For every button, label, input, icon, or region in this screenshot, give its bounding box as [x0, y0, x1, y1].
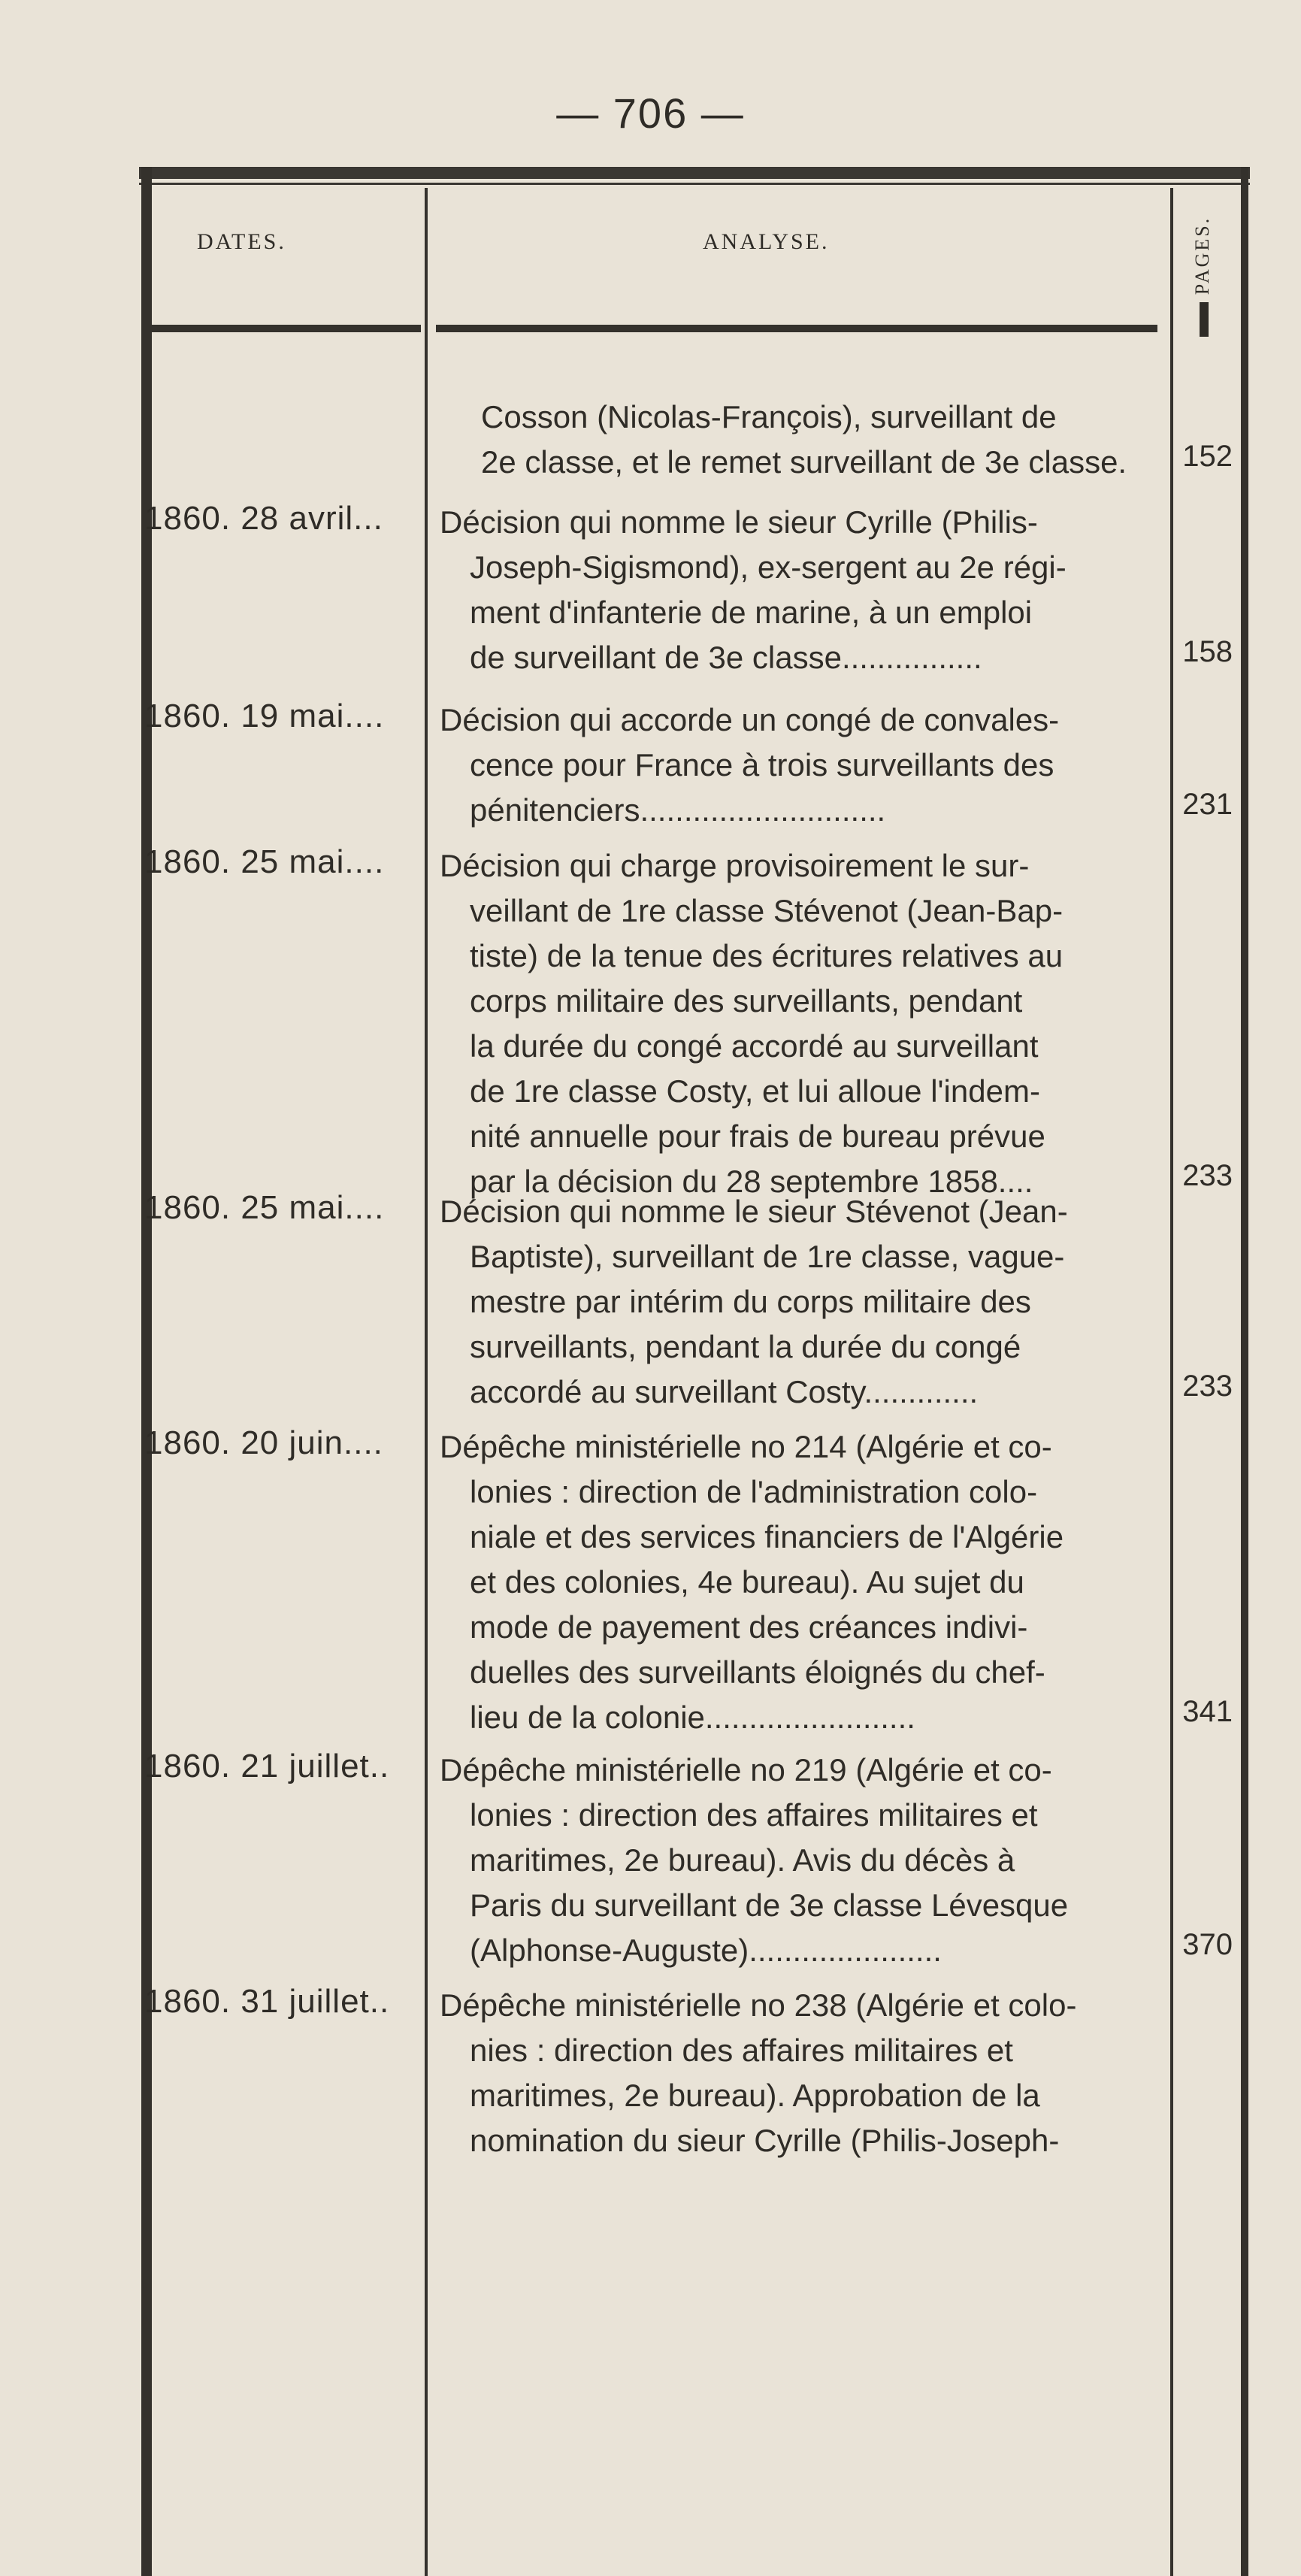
header-pages-rule: [1200, 302, 1209, 337]
entry-analysis: [440, 1424, 1157, 1740]
entry-page: 152: [1182, 440, 1233, 473]
analysis-line: lonies : direction de l'administration colo-: [470, 1474, 1038, 1509]
analysis-line: Dépêche ministérielle no 214 (Algérie et co-: [440, 1429, 1052, 1464]
analysis-line: surveillants, pendant la durée du congé: [470, 1329, 1021, 1364]
entry-analysis: [440, 1748, 1157, 1973]
analysis-line: Décision qui accorde un congé de convales-: [440, 702, 1060, 737]
entry-page: 233: [1182, 1370, 1233, 1403]
entry-analysis: [481, 395, 1157, 485]
entry-analysis: [440, 843, 1157, 1204]
entry-analysis: [440, 698, 1157, 833]
header-rule-analysis: [436, 325, 1157, 332]
analysis-line: accordé au surveillant Costy.............: [470, 1374, 979, 1409]
analysis-line: veillant de 1re classe Stévenot (Jean-Bap-: [470, 893, 1063, 928]
analysis-line: corps militaire des surveillants, pendant: [470, 983, 1023, 1019]
table-right-border: [1241, 167, 1248, 2576]
entry-page: 231: [1182, 788, 1233, 821]
analysis-line: cence pour France à trois surveillants des: [470, 747, 1054, 782]
entry-date: 1860. 20 juin....: [144, 1424, 383, 1461]
analysis-line: lieu de la colonie........................: [470, 1700, 915, 1735]
entry-date: 1860. 28 avril...: [144, 500, 383, 537]
analysis-line: nomination du sieur Cyrille (Philis-Joseph-: [470, 2123, 1060, 2158]
analysis-line: par la décision du 28 septembre 1858....: [470, 1164, 1033, 1199]
analysis-line: (Alphonse-Auguste)......................: [470, 1933, 942, 1968]
analysis-line: lonies : direction des affaires militaires et: [470, 1797, 1038, 1833]
analysis-line: 2e classe, et le remet surveillant de 3e classe.: [481, 444, 1127, 480]
entry-date: 1860. 21 juillet..: [144, 1748, 390, 1784]
entry-analysis: [440, 1189, 1157, 1415]
header-pages: [1180, 203, 1225, 308]
analysis-line: Cosson (Nicolas-François), surveillant de: [481, 399, 1057, 434]
entry-analysis: [440, 1983, 1157, 2163]
table-top-rule-thin: [139, 183, 1250, 185]
analysis-line: duelles des surveillants éloignés du chef-: [470, 1654, 1045, 1690]
analysis-line: Baptiste), surveillant de 1re classe, vague-: [470, 1239, 1065, 1274]
header-rule-dates: [152, 325, 421, 332]
analysis-line: Décision qui nomme le sieur Cyrille (Philis-: [440, 504, 1038, 540]
entry-date: 1860. 25 mai....: [144, 1189, 385, 1226]
entry-date: 1860. 31 juillet..: [144, 1983, 390, 2020]
analysis-line: Dépêche ministérielle no 238 (Algérie et colo-: [440, 1987, 1077, 2023]
entry-page: 158: [1182, 635, 1233, 668]
analysis-line: nies : direction des affaires militaires et: [470, 2033, 1013, 2068]
analysis-line: Dépêche ministérielle no 219 (Algérie et co-: [440, 1752, 1052, 1787]
analysis-line: Décision qui nomme le sieur Stévenot (Jean-: [440, 1194, 1068, 1229]
header-dates: DATES.: [197, 229, 286, 254]
table-top-rule: [139, 167, 1250, 179]
entry-analysis: [440, 500, 1157, 680]
entry-page: 233: [1182, 1159, 1233, 1192]
analysis-line: nité annuelle pour frais de bureau prévue: [470, 1118, 1045, 1154]
analysis-line: Joseph-Sigismond), ex-sergent au 2e régi-: [470, 549, 1067, 585]
analysis-line: et des colonies, 4e bureau). Au sujet du: [470, 1564, 1024, 1600]
analysis-line: tiste) de la tenue des écritures relatives au: [470, 938, 1063, 973]
entry-page: 370: [1182, 1928, 1233, 1961]
analysis-line: Décision qui charge provisoirement le sur-: [440, 848, 1030, 883]
analysis-line: mode de payement des créances indivi-: [470, 1609, 1028, 1645]
analysis-line: pénitenciers............................: [470, 792, 886, 828]
analysis-line: mestre par intérim du corps militaire des: [470, 1284, 1031, 1319]
analysis-line: Paris du surveillant de 3e classe Lévesque: [470, 1887, 1069, 1923]
analysis-line: la durée du congé accordé au surveillant: [470, 1028, 1039, 1064]
header-pages-label: PAGES.: [1191, 216, 1213, 295]
header-analysis: ANALYSE.: [703, 229, 830, 254]
entry-date: 1860. 19 mai....: [144, 698, 385, 734]
analysis-line: maritimes, 2e bureau). Avis du décès à: [470, 1842, 1015, 1878]
analysis-line: niale et des services financiers de l'Algérie: [470, 1519, 1064, 1554]
page-number: — 706 —: [556, 89, 745, 137]
entry-date: 1860. 25 mai....: [144, 843, 385, 880]
analysis-line: de 1re classe Costy, et lui alloue l'indem-: [470, 1073, 1040, 1109]
entry-page: 341: [1182, 1695, 1233, 1728]
analysis-line: de surveillant de 3e classe................: [470, 640, 982, 675]
column-divider-dates: [425, 188, 428, 2576]
analysis-line: ment d'infanterie de marine, à un emploi: [470, 595, 1033, 630]
analysis-line: maritimes, 2e bureau). Approbation de la: [470, 2078, 1040, 2113]
